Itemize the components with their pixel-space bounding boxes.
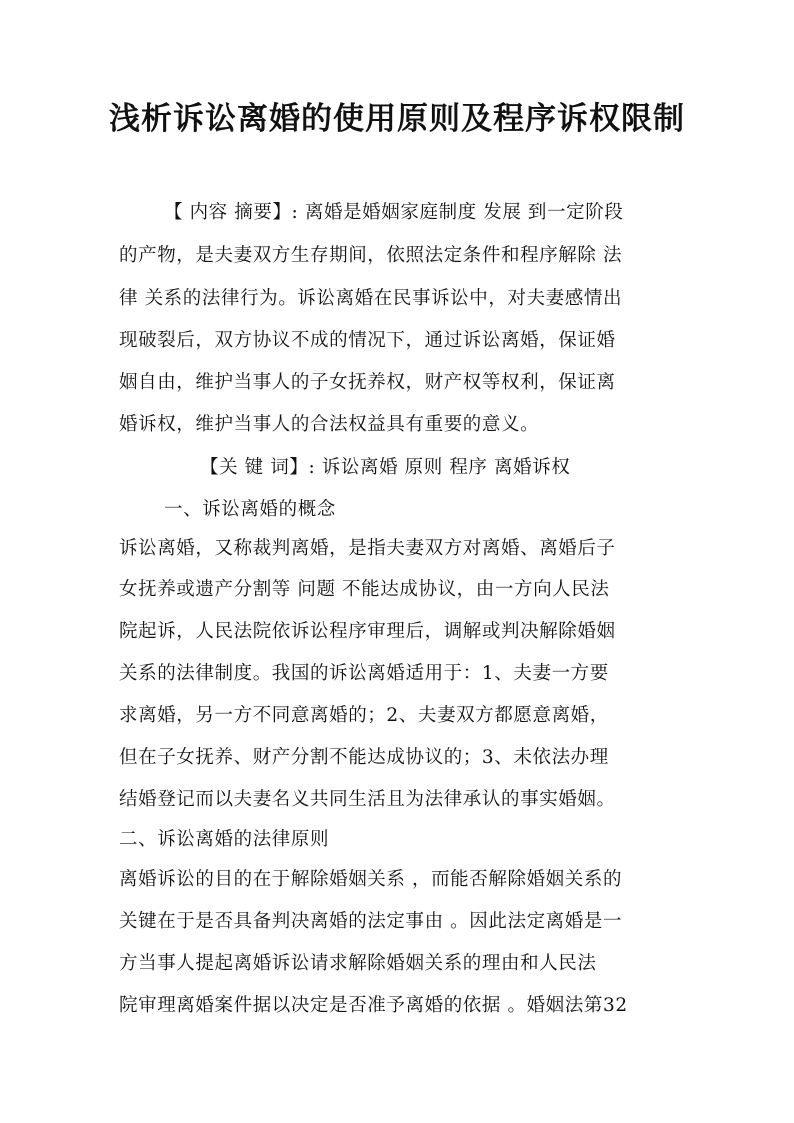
body-line: 求离婚，另一方不同意离婚的；2、夫妻双方都愿意离婚， <box>119 705 609 726</box>
abstract-line: 的产物，是夫妻双方生存期间，依照法定条件和程序解除 法 <box>119 245 623 266</box>
abstract-line: 姻自由，维护当事人的子女抚养权，财产权等权利，保证离 <box>119 372 616 393</box>
keywords-line: 【关 键 词】: 诉讼离婚 原则 程序 离婚诉权 <box>200 457 571 478</box>
abstract-line: 【 内容 摘要】: 离婚是婚姻家庭制度 发展 到一定阶段 <box>164 202 624 223</box>
document-title: 浅析诉讼离婚的使用原则及程序诉权限制 <box>109 101 685 137</box>
body-line: 诉讼离婚，又称裁判离婚，是指夫妻双方对离婚、离婚后子 <box>119 538 616 559</box>
body-line: 关键在于是否具备判决离婚的法定事由 。因此法定离婚是一 <box>119 911 623 932</box>
section-heading: 一、诉讼离婚的概念 <box>164 499 336 520</box>
body-line: 离婚诉讼的目的在于解除婚姻关系 ，而能否解除婚姻关系的 <box>119 869 623 890</box>
abstract-line: 律 关系的法律行为。诉讼离婚在民事诉讼中，对夫妻感情出 <box>119 288 623 309</box>
abstract-line: 现破裂后，双方协议不成的情况下，通过诉讼离婚，保证婚 <box>119 330 616 351</box>
section-heading: 二、诉讼离婚的法律原则 <box>119 829 330 850</box>
body-line: 方当事人提起离婚诉讼请求解除婚姻关系的理由和人民法 <box>119 953 597 974</box>
body-line: 但在子女抚养、财产分割不能达成协议的；3、未依法办理 <box>119 747 609 768</box>
body-line: 结婚登记而以夫妻名义共同生活且为法律承认的事实婚姻。 <box>119 789 616 810</box>
body-line: 院起诉，人民法院依诉讼程序审理后，调解或判决解除婚姻 <box>119 621 616 642</box>
body-line: 女抚养或遗产分割等 问题 不能达成协议，由一方向人民法 <box>119 579 610 600</box>
body-line: 关系的法律制度。我国的诉讼离婚适用于：1、夫妻一方要 <box>119 663 609 684</box>
abstract-line: 婚诉权，维护当事人的合法权益具有重要的意义。 <box>119 414 540 435</box>
body-line: 院审理离婚案件据以决定是否准予离婚的依据 。婚姻法第32 <box>119 995 628 1016</box>
